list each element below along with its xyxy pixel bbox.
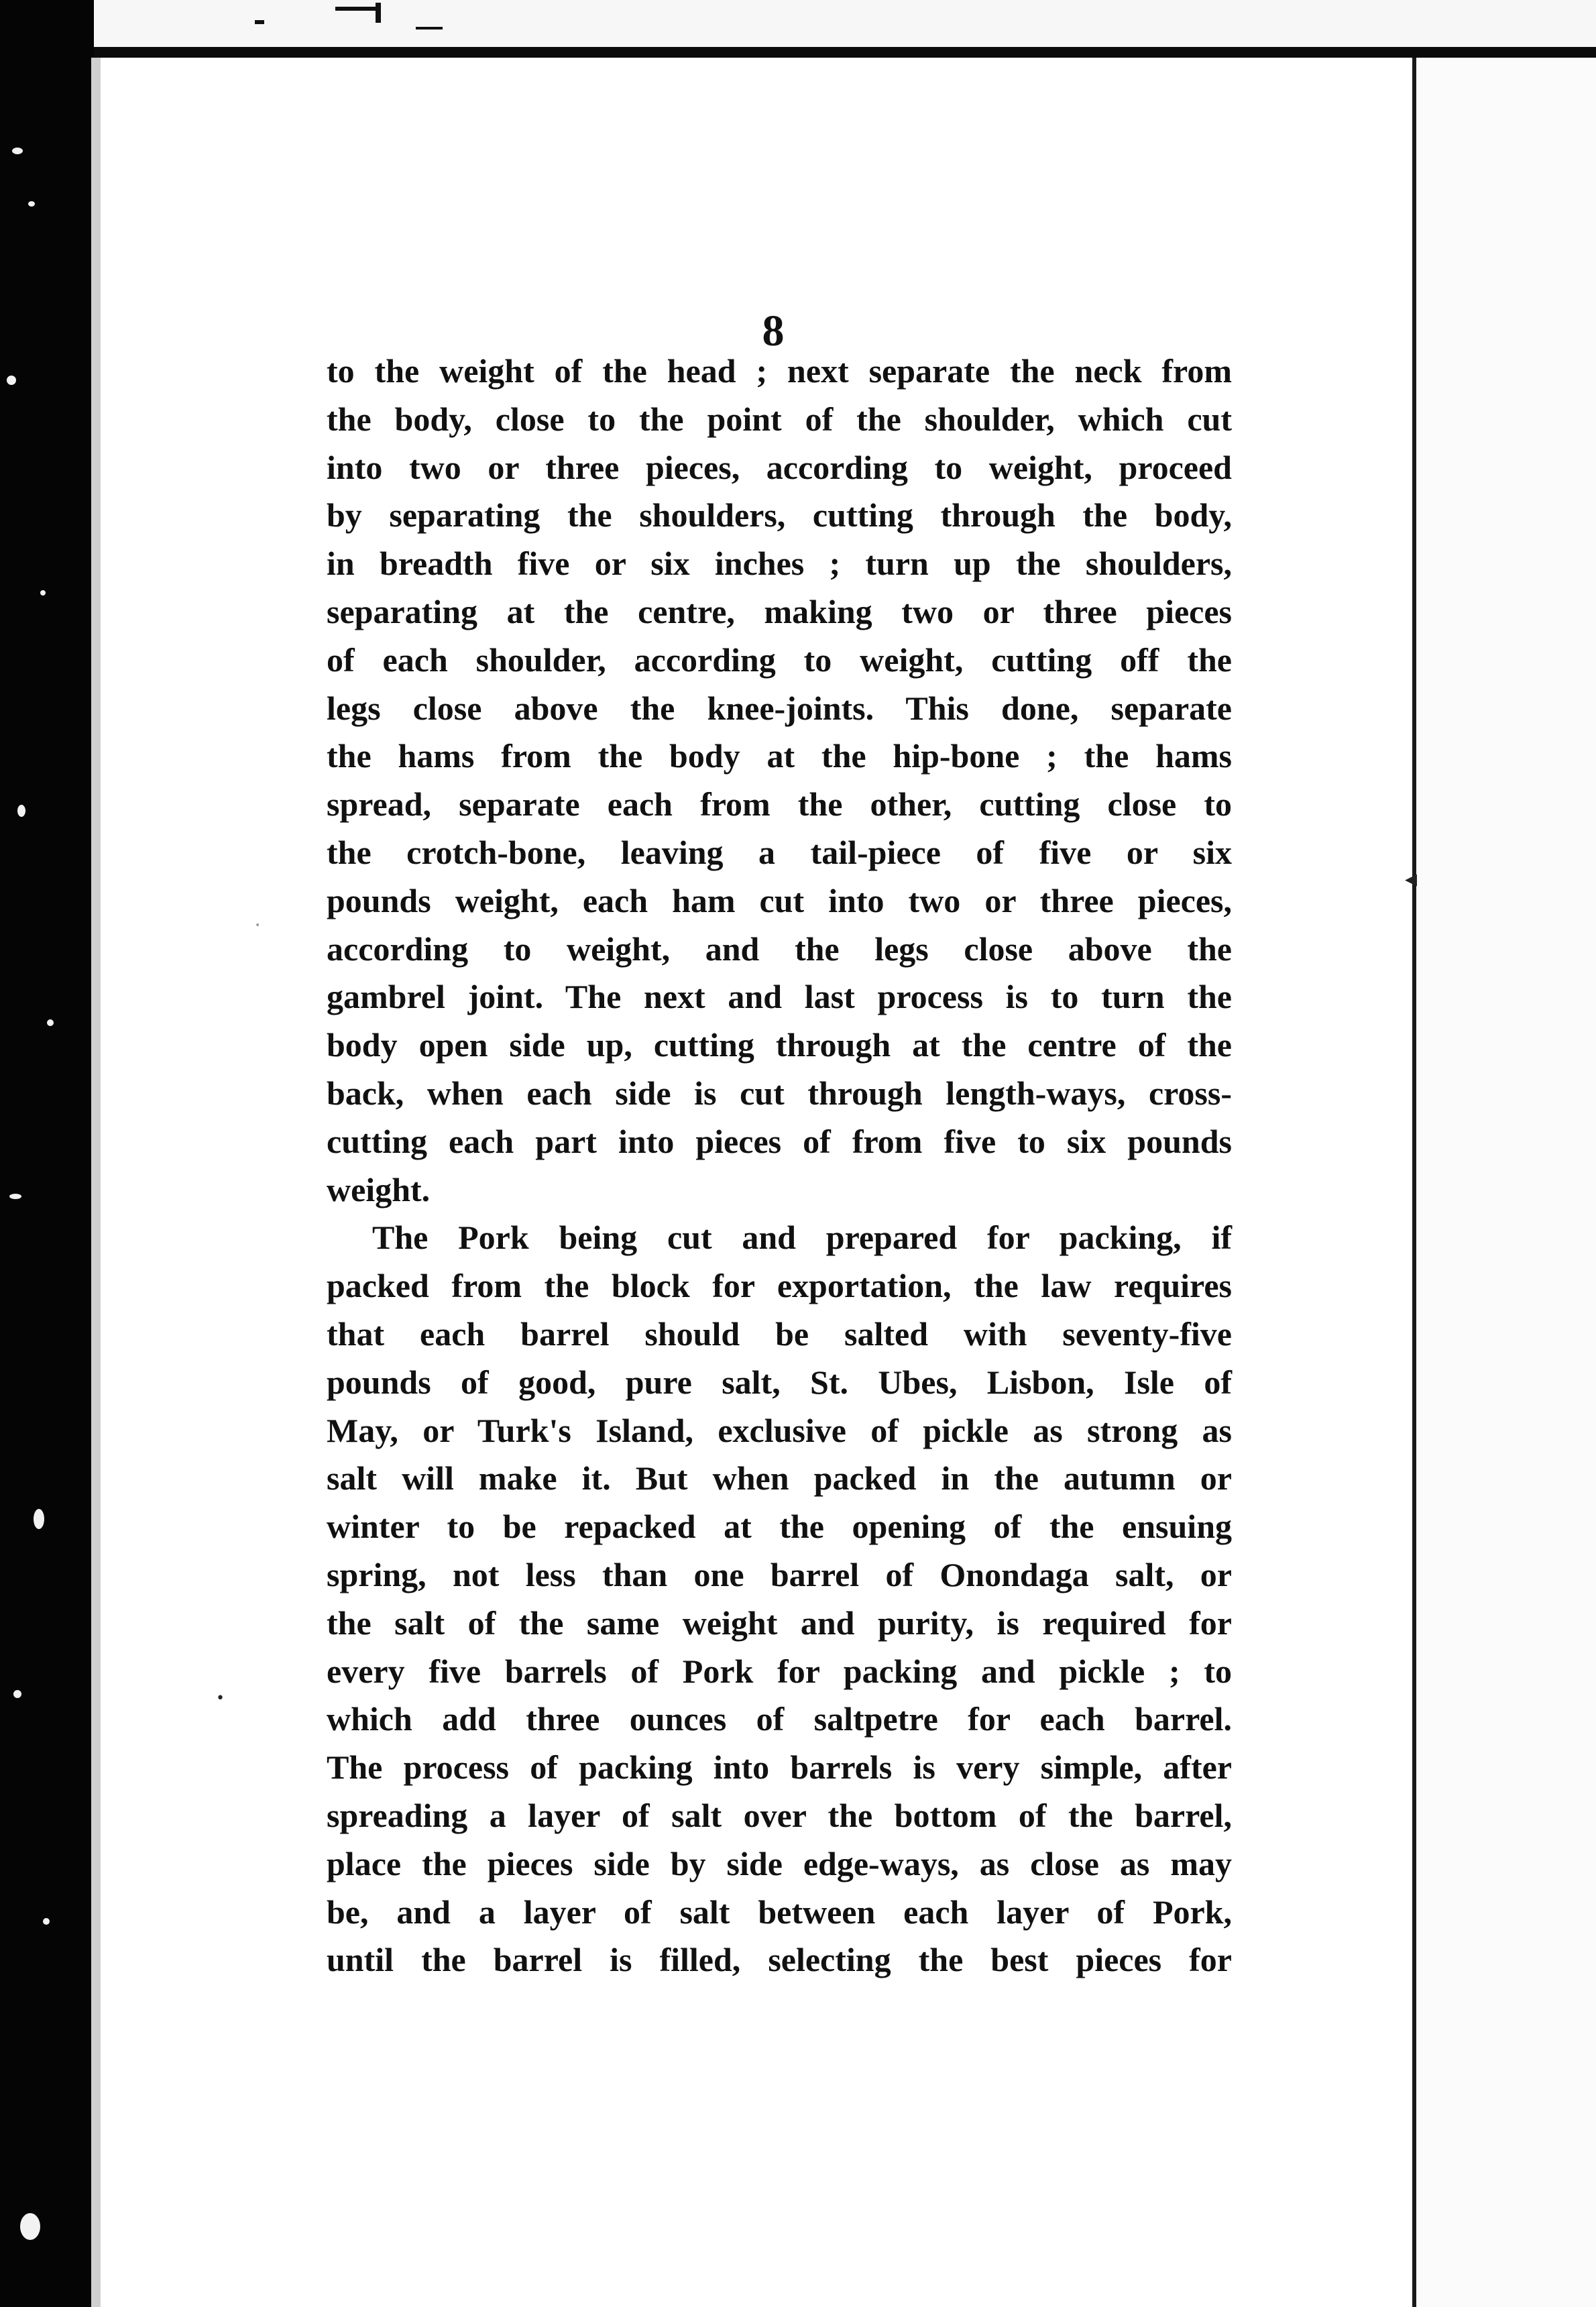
left-dark-border [0,0,94,2307]
text-line: separating at the centre, making two or three pieces [327,592,1232,630]
text-line: the crotch-bone, leaving a tail-piece of five or six [327,833,1232,871]
text-line: in breadth five or six inches ; turn up the shoulders, [327,545,1232,583]
text-line: salt will make it. But when packed in the autumn or [327,1459,1232,1498]
text-line: legs close above the knee-joints. This done, separate [327,689,1232,727]
text-line: packed from the block for exportation, the law requires [327,1267,1232,1305]
margin-mark: ◂ [1405,865,1418,893]
text-line: spreading a layer of salt over the bottom of the barrel, [327,1796,1232,1834]
text-line: spread, separate each from the other, cutting close to [327,785,1232,824]
margin-dot: • [255,920,261,931]
text-line: the salt of the same weight and purity, is required for [327,1603,1232,1642]
text-line: until the barrel is filled, selecting the best pieces for [327,1941,1232,1979]
text-line: of each shoulder, according to weight, cutting off the [327,640,1232,679]
text-line: according to weight, and the legs close above the [327,930,1232,968]
page-number: 8 [762,306,785,355]
text-line: cutting each part into pieces of from five to six pounds [327,1122,1232,1160]
text-line: The Pork being cut and prepared for packing, if [372,1219,1232,1257]
text-line: gambrel joint. The next and last process is to turn the [327,978,1232,1016]
facing-page-edge [1416,58,1596,2307]
text-line: every five barrels of Pork for packing and pickle ; to [327,1652,1232,1690]
text-line: be, and a layer of salt between each layer of Pork, [327,1893,1232,1931]
top-margin-strip [0,0,1596,55]
text-line: by separating the shoulders, cutting through the body, [327,496,1232,534]
text-line: body open side up, cutting through at the centre of the [327,1026,1232,1064]
text-line: into two or three pieces, according to weight, proceed [327,448,1232,486]
text-line: the body, close to the point of the shoulder, which cut [327,400,1232,438]
text-line: which add three ounces of saltpetre for each barrel. [327,1700,1232,1738]
page-left-edge [91,58,101,2307]
margin-dot: • [216,1690,225,1707]
text-line: winter to be repacked at the opening of the ensuing [327,1508,1232,1546]
body-text [327,347,1232,1984]
text-line: May, or Turk's Island, exclusive of pickle as strong as [327,1411,1232,1449]
text-line: that each barrel should be salted with seventy-five [327,1314,1232,1353]
text-line: spring, not less than one barrel of Onondaga salt, or [327,1555,1232,1593]
text-line: The process of packing into barrels is very simple, after [327,1748,1232,1787]
text-line: place the pieces side by side edge-ways, as close as may [327,1844,1232,1882]
text-line: weight. [327,1170,431,1208]
text-line: the hams from the body at the hip-bone ; the hams [327,737,1232,775]
text-line: pounds of good, pure salt, St. Ubes, Lisbon, Isle of [327,1363,1232,1401]
text-line: to the weight of the head ; next separate the neck from [327,352,1232,390]
text-line: pounds weight, each ham cut into two or three pieces, [327,881,1232,919]
text-line: back, when each side is cut through length-ways, cross- [327,1074,1232,1112]
